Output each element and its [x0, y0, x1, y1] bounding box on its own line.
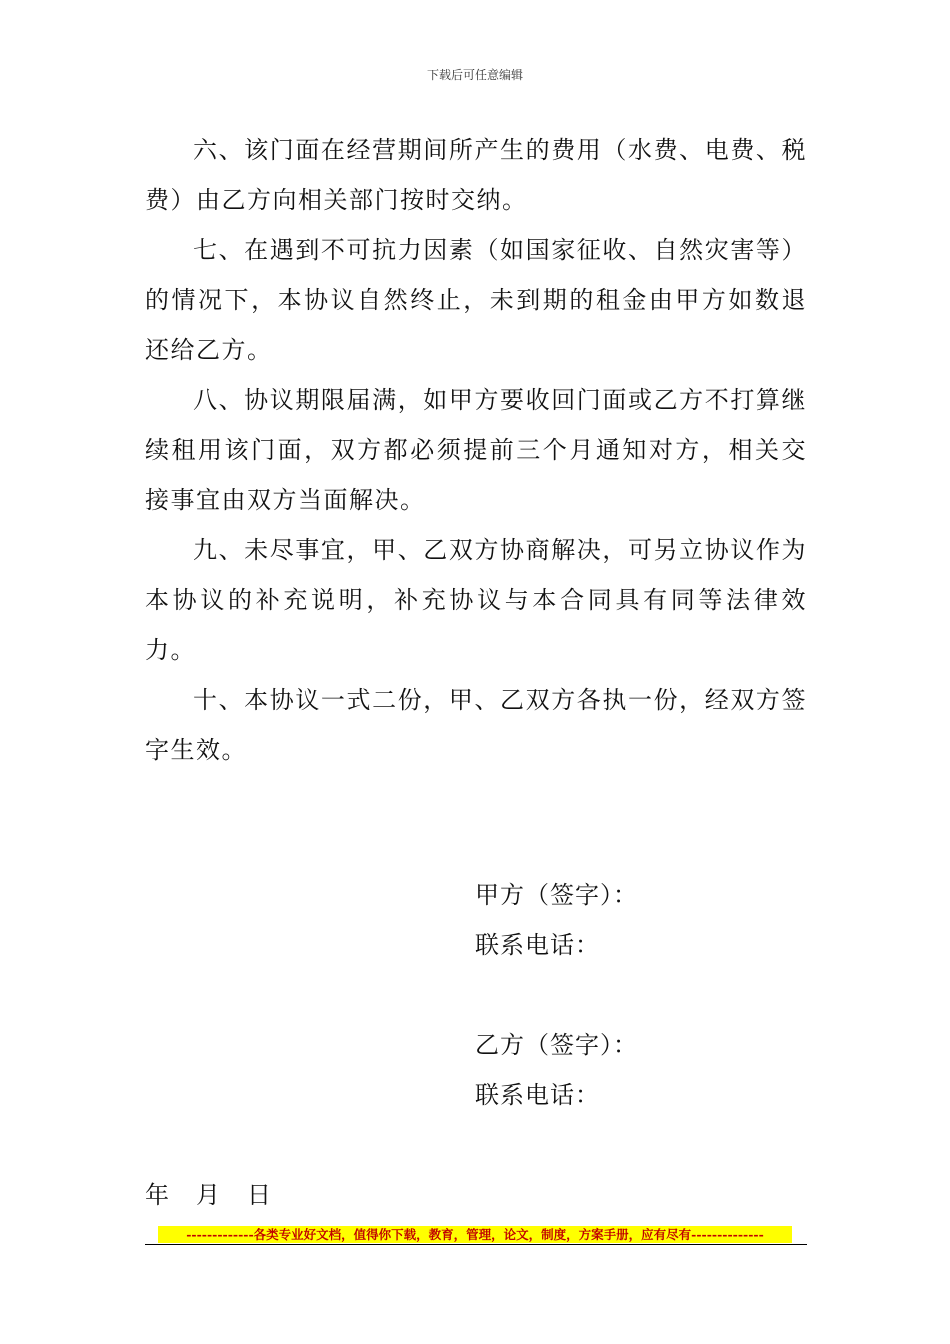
signature-spacer	[475, 970, 795, 1020]
clause-8: 八、协议期限届满，如甲方要收回门面或乙方不打算继续租用该门面，双方都必须提前三个月通知对方，相关交接事宜由双方当面解决。	[145, 386, 807, 514]
party-b-phone-label: 联系电话：	[475, 1081, 600, 1109]
party-b-signature-label: 乙方（签字）：	[475, 1031, 638, 1059]
date-day-label: 日	[247, 1181, 272, 1209]
party-a-signature-label: 甲方（签字）：	[475, 881, 638, 909]
date-month-label: 月	[196, 1181, 221, 1209]
footer-promo-banner: -------------各类专业好文档，值得你下载，教育，管理，论文，制度，方案手册，应有尽有--------------	[158, 1226, 792, 1243]
contract-clauses	[145, 125, 807, 775]
footer-divider	[145, 1244, 807, 1245]
clause-7: 七、在遇到不可抗力因素（如国家征收、自然灾害等）的情况下，本协议自然终止，未到期的租金由甲方如数退还给乙方。	[145, 236, 807, 364]
date-year-label: 年	[145, 1181, 170, 1209]
party-a-phone-label: 联系电话：	[475, 931, 600, 959]
page-header-note: 下载后可任意编辑	[426, 68, 523, 82]
clause-6: 六、该门面在经营期间所产生的费用（水费、电费、税费）由乙方向相关部门按时交纳。	[145, 136, 807, 214]
clause-10: 十、本协议一式二份，甲、乙双方各执一份，经双方签字生效。	[145, 686, 807, 764]
clause-9: 九、未尽事宜，甲、乙双方协商解决，可另立协议作为本协议的补充说明，补充协议与本合同具有同等法律效力。	[145, 536, 807, 664]
signing-date	[145, 1170, 272, 1220]
signature-block	[475, 870, 795, 1120]
